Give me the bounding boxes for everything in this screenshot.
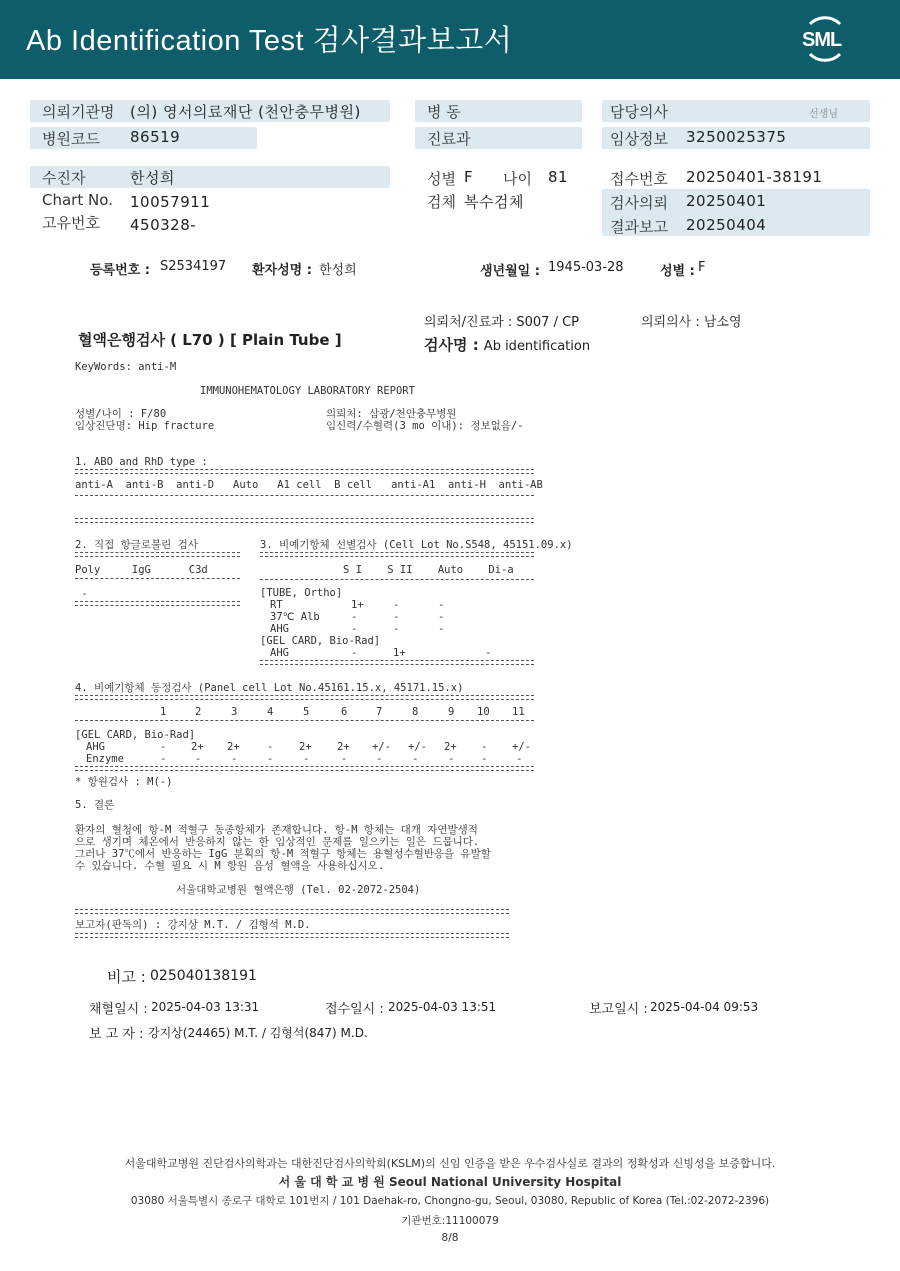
s4-ahg-label: AHG [86,741,105,753]
unique-value: 450328- [130,216,197,234]
keywords: KeyWords: anti-M [75,361,177,373]
clinical-label: 임상정보 [610,130,668,148]
name-value: 한성희 [319,263,357,278]
note-value: 025040138191 [150,968,257,984]
s5-title: 5. 결론 [75,799,115,811]
s4-result-cell: - [481,741,488,753]
divider [75,933,509,938]
s4-result-cell: +/- [512,741,531,753]
divider [75,720,534,721]
divider [260,579,534,580]
s4-result-cell: - [448,753,455,765]
s4-cell-number: 11 [512,706,525,718]
s1-title: 1. ABO and RhD type : [75,456,208,468]
s2-value: - [75,588,88,600]
divider [75,495,534,496]
s4-result-cell: - [160,753,167,765]
test-name-label: 검사명 : [424,336,479,354]
s3-rt-label: RT [270,599,283,611]
s4-result-cell: - [341,753,348,765]
s3-columns: S I S II Auto Di-a [343,564,514,576]
divider [75,578,240,579]
bloodbank-line: 서울대학교병원 혈액은행 (Tel. 02-2072-2504) [176,884,421,896]
dept-label: 진료과 [427,130,471,148]
reporter-label: 보 고 자 : [89,1027,144,1042]
collect-label: 채혈일시 : [89,1002,148,1017]
s4-cell-number: 2 [195,706,202,718]
sex-value: F [464,168,474,186]
reporter-line: 보고자(판독의) : 강지상 M.T. / 김형석 M.D. [75,919,311,931]
patient-value: 한성희 [130,169,175,187]
org-number: 기관번호:11100079 [401,1215,499,1227]
patient-label: 수진자 [42,169,86,187]
s3-result-cell: - [438,623,445,635]
s3-title: 3. 비예기항체 선별검사 (Cell Lot No.S548, 45151.09.x) [260,539,573,551]
test-name [424,334,590,355]
ref-doctor: 의뢰의사 : 남소영 [641,315,742,330]
ref-dept: 의뢰처/진료과 : S007 / CP [424,315,579,330]
conclusion-line-1: 환자의 혈청에 항-M 적혈구 동종항체가 존재합니다. 항-M 항체는 대개 자연발생적 [75,824,478,836]
s1-columns: anti-A anti-B anti-D Auto A1 cell B cell anti-A1 anti-H anti-AB [75,479,543,491]
referral-line: 의뢰처: 삼광/천안충무병원 [326,408,457,420]
report-header [0,0,900,79]
s3-result-cell: - [393,611,400,623]
sex2-label: 성별 : [660,264,695,279]
note-label: 비고 : [107,968,146,986]
s4-result-cell: - [303,753,310,765]
s2-columns: Poly IgG C3d [75,564,208,576]
s3-result-cell: - [485,647,492,659]
request-label: 검사의뢰 [610,194,668,212]
s4-result-cell: 2+ [299,741,312,753]
diagnosis-line: 임상진단명: Hip fracture [75,420,215,432]
age-label: 나이 [503,170,532,188]
s4-cell-number: 7 [376,706,383,718]
s4-cell-number: 6 [341,706,348,718]
test-name-value: Ab identification [483,339,591,354]
s4-cell-number: 5 [303,706,310,718]
s4-gel: [GEL CARD, Bio-Rad] [75,729,196,741]
s4-enzyme-label: Enzyme [86,753,124,765]
s3-result-cell: - [393,599,400,611]
specimen-value: 복수검체 [464,193,524,211]
hospital-name: 서 울 대 학 교 병 원 Seoul National University Hospital [278,1175,622,1189]
certification-text: 서울대학교병원 진단검사의학과는 대한진단검사의학회(KSLM)의 신임 인증을 받은 우수검사실로 결과의 정확성과 신빙성을 보증합니다. [124,1157,776,1170]
divider [260,552,534,557]
s3-37-label: 37℃ Alb [270,611,320,623]
ward-label: 병 동 [427,103,461,121]
conclusion-line-4: 수 있습니다. 수혈 필요 시 M 항원 음성 혈액을 사용하십시오. [75,860,385,872]
receipt-label: 접수번호 [610,170,668,188]
s4-result-cell: 2+ [191,741,204,753]
chart-label: Chart No. [42,191,113,209]
s4-result-cell: - [160,741,167,753]
s3-result-cell: 1+ [351,599,364,611]
test-title: 혈액은행검사 ( L70 ) [ Plain Tube ] [78,331,342,349]
specimen-label: 검체 [427,193,456,211]
divider [75,518,534,523]
sex-label: 성별 [427,170,456,188]
s4-result-cell: - [267,753,274,765]
clinical-value: 3250025375 [686,128,787,146]
s4-cell-number: 9 [448,706,455,718]
s4-result-cell: 2+ [227,741,240,753]
doctor-suffix: 선생님 [809,109,838,120]
s3-gel: [GEL CARD, Bio-Rad] [260,635,381,647]
s4-result-cell: - [516,753,523,765]
reg-label: 등록번호 : [90,263,150,278]
sml-logo [800,14,850,64]
divider [75,766,534,771]
page-number: 8/8 [441,1232,459,1244]
dob-label: 생년월일 : [480,264,540,279]
s4-cell-number: 10 [477,706,490,718]
s4-title: 4. 비예기항체 동정검사 (Panel cell Lot No.45161.15.x, 45171.15.x) [75,682,464,694]
s3-ahg-label: AHG [270,623,289,635]
dob-value: 1945-03-28 [548,260,624,275]
s4-result-cell: 2+ [337,741,350,753]
report-label: 결과보고 [610,218,668,236]
s4-result-cell: - [231,753,238,765]
sex-age-line: 성별/나이 : F/80 [75,408,167,420]
divider [75,909,509,914]
page-title: Ab Identification Test 검사결과보고서 [26,25,513,57]
divider [75,552,240,557]
doctor-label: 담당의사 [610,103,668,121]
s3-result-cell: 1+ [393,647,406,659]
age-value: 81 [548,168,569,186]
divider [75,469,534,474]
collect-value: 2025-04-03 13:31 [151,1000,260,1014]
conclusion-line-3: 그러나 37℃에서 반응하는 IgG 분획의 항-M 적혈구 항체는 용혈성수혈반응을 유발할 [75,848,491,860]
s4-cell-number: 1 [160,706,167,718]
s3-result-cell: - [351,647,358,659]
s4-result-cell: - [412,753,419,765]
divider [260,660,534,665]
reportdt-value: 2025-04-04 09:53 [650,1000,759,1014]
receipt-value: 20250401-38191 [686,168,823,186]
s4-result-cell: +/- [408,741,427,753]
s3-result-cell: - [438,599,445,611]
s3-result-cell: - [351,623,358,635]
request-value: 20250401 [686,192,767,210]
s4-cell-number: 8 [412,706,419,718]
reportdt-label: 보고일시 : [589,1002,648,1017]
s4-result-cell: - [267,741,274,753]
s3-result-cell: - [438,611,445,623]
s4-result-cell: - [195,753,202,765]
s4-result-cell: - [481,753,488,765]
s3-result-cell: - [351,611,358,623]
s4-cell-number: 3 [231,706,238,718]
pregnancy-line: 임신력/수혈력(3 mo 이내): 정보없음/- [326,420,524,432]
hospital-address: 03080 서울특별시 종로구 대학로 101번지 / 101 Daehak-ro, Chongno-gu, Seoul, 03080, Republic of Korea (Tel.:02-2072-2396) [130,1195,770,1207]
receive-value: 2025-04-03 13:51 [388,1000,497,1014]
lab-title: IMMUNOHEMATOLOGY LABORATORY REPORT [200,385,415,397]
s4-result-cell: - [376,753,383,765]
inst-label: 의뢰기관명 [42,103,115,121]
reg-value: S2534197 [160,259,227,274]
s4-cell-number: 4 [267,706,274,718]
divider [75,601,240,606]
name-label: 환자성명 : [252,263,312,278]
unique-label: 고유번호 [42,214,100,232]
s3-result-cell: - [393,623,400,635]
reporter-value: 강지상(24465) M.T. / 김형석(847) M.D. [148,1026,368,1040]
conclusion-line-2: 으로 생기며 체온에서 반응하지 않는 한 임상적인 문제를 일으키는 일은 드뭅니다. [75,836,480,848]
report-value: 20250404 [686,216,767,234]
inst-value: (의) 영서의료재단 (천안충무병원) [130,103,361,121]
receive-label: 접수일시 : [325,1002,384,1017]
s3-gel-ahg-label: AHG [270,647,289,659]
logo-text: SML [802,29,842,51]
antigen-test: * 항원검사 : M(-) [75,776,173,788]
s4-result-cell: +/- [372,741,391,753]
sex2-value: F [698,260,706,275]
code-label: 병원코드 [42,130,100,148]
s3-tube: [TUBE, Ortho] [260,587,343,599]
divider [75,695,534,700]
s4-result-cell: 2+ [444,741,457,753]
s2-title: 2. 직접 항글로불린 검사 [75,539,198,551]
code-value: 86519 [130,128,181,146]
chart-value: 10057911 [130,193,211,211]
